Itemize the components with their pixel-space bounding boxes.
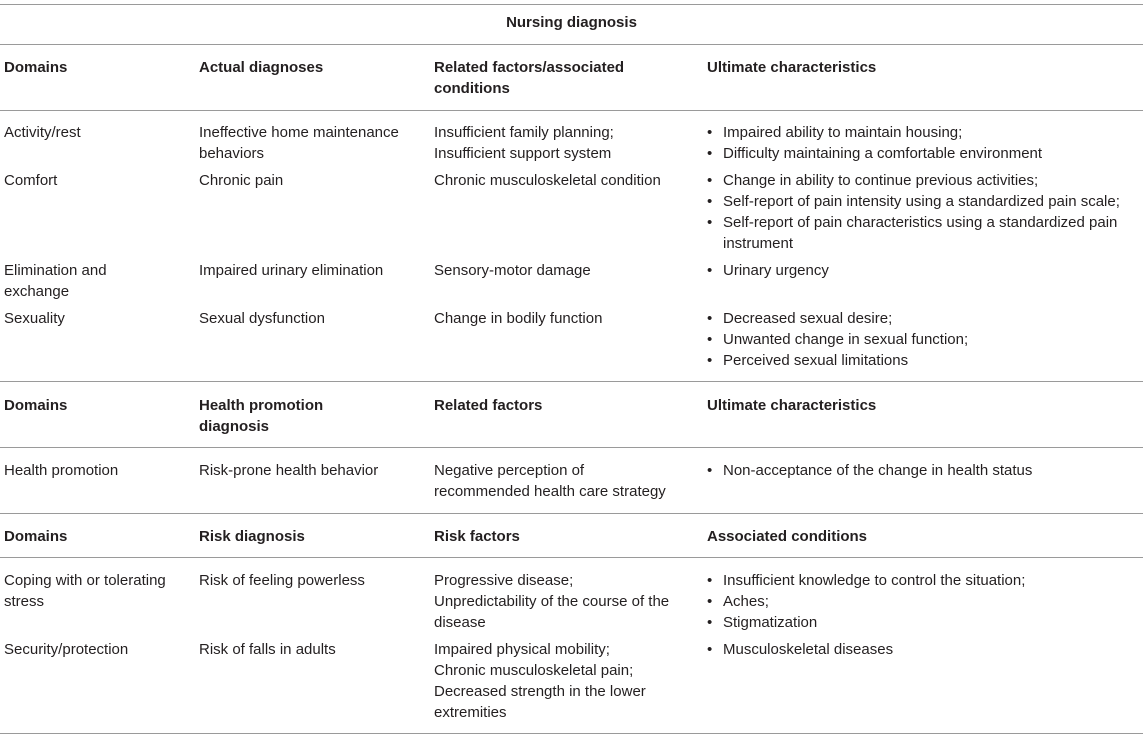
domain-cell: Security/protection bbox=[4, 641, 129, 658]
factors-cell bbox=[434, 460, 679, 502]
table-title: Nursing diagnosis bbox=[506, 14, 637, 31]
domain-cell: Elimination and exchange bbox=[4, 262, 107, 300]
column-header-related-factors: Related factors bbox=[434, 397, 543, 414]
domain-cell: Comfort bbox=[4, 172, 58, 189]
characteristic-item: • Perceived sexual limitations bbox=[707, 350, 1139, 371]
factor-line: Chronic musculoskeletal pain; bbox=[434, 662, 634, 679]
factor-line: Chronic musculoskeletal condition bbox=[434, 172, 661, 189]
characteristic-item: • Change in ability to continue previous activities; bbox=[707, 170, 1139, 191]
diagnosis-cell: Chronic pain bbox=[199, 172, 284, 189]
factor-line: Decreased strength in the lower extremities bbox=[434, 683, 646, 721]
characteristics-list bbox=[707, 122, 1139, 164]
characteristics-list bbox=[707, 570, 1139, 633]
characteristic-item: • Non-acceptance of the change in health status bbox=[707, 460, 1139, 481]
characteristics-list bbox=[707, 260, 1139, 281]
column-header-ultimate-characteristics: Ultimate characteristics bbox=[707, 59, 877, 76]
table-bottom-rule bbox=[0, 733, 1143, 734]
characteristic-item: • Insufficient knowledge to control the situation; bbox=[707, 570, 1139, 591]
column-header-ultimate-characteristics: Ultimate characteristics bbox=[707, 397, 877, 414]
column-header-associated-conditions: Associated conditions bbox=[707, 528, 868, 545]
factor-line: Insufficient family planning; bbox=[434, 124, 614, 141]
column-header-risk-factors: Risk factors bbox=[434, 528, 520, 545]
column-header-health-promotion-diagnosis: Health promotion diagnosis bbox=[199, 397, 324, 435]
domain-cell: Sexuality bbox=[4, 310, 65, 327]
characteristic-item: • Difficulty maintaining a comfortable environment bbox=[707, 143, 1139, 164]
diagnosis-cell: Risk of falls in adults bbox=[199, 641, 336, 658]
factors-cell bbox=[434, 639, 659, 723]
column-header-actual-diagnoses: Actual diagnoses bbox=[199, 59, 324, 76]
factors-cell bbox=[434, 170, 692, 191]
characteristics-list bbox=[707, 308, 1139, 371]
column-header-risk-diagnosis: Risk diagnosis bbox=[199, 528, 305, 545]
characteristic-item: • Musculoskeletal diseases bbox=[707, 639, 1139, 660]
diagnosis-cell: Risk-prone health behavior bbox=[199, 462, 379, 479]
factors-cell bbox=[434, 570, 684, 633]
characteristic-item: • Aches; bbox=[707, 591, 1139, 612]
characteristic-item: • Self-report of pain characteristics using a standardized pain instrument bbox=[707, 212, 1139, 254]
characteristic-item: • Unwanted change in sexual function; bbox=[707, 329, 1139, 350]
diagnosis-cell: Risk of feeling powerless bbox=[199, 572, 365, 589]
factor-line: Negative perception of recommended health care strategy bbox=[434, 462, 666, 500]
characteristic-item: • Urinary urgency bbox=[707, 260, 1139, 281]
section-header-rule bbox=[0, 447, 1143, 448]
factor-line: Unpredictability of the course of the disease bbox=[434, 593, 670, 631]
characteristics-list bbox=[707, 639, 1139, 660]
factor-line: Insufficient support system bbox=[434, 145, 612, 162]
column-header-domains: Domains bbox=[4, 397, 68, 414]
column-header-domains: Domains bbox=[4, 59, 68, 76]
factor-line: Impaired physical mobility; bbox=[434, 641, 610, 658]
factor-line: Sensory-motor damage bbox=[434, 262, 591, 279]
factors-cell bbox=[434, 122, 692, 164]
title-rule bbox=[0, 44, 1143, 45]
factor-line: Change in bodily function bbox=[434, 310, 603, 327]
diagnosis-cell: Ineffective home maintenance behaviors bbox=[199, 124, 399, 162]
diagnosis-cell: Impaired urinary elimination bbox=[199, 262, 384, 279]
factors-cell bbox=[434, 260, 692, 281]
section-divider bbox=[0, 513, 1143, 514]
factors-cell bbox=[434, 308, 692, 329]
section-header-rule bbox=[0, 110, 1143, 111]
column-header-related-factors: Related factors/associated conditions bbox=[434, 59, 625, 97]
domain-cell: Health promotion bbox=[4, 462, 119, 479]
section-divider bbox=[0, 381, 1143, 382]
characteristic-item: • Stigmatization bbox=[707, 612, 1139, 633]
diagnosis-cell: Sexual dysfunction bbox=[199, 310, 325, 327]
factor-line: Progressive disease; bbox=[434, 572, 574, 589]
characteristic-item: • Self-report of pain intensity using a standardized pain scale; bbox=[707, 191, 1139, 212]
characteristics-list bbox=[707, 170, 1139, 254]
characteristics-list bbox=[707, 460, 1139, 481]
section-header-rule bbox=[0, 557, 1143, 558]
characteristic-item: • Impaired ability to maintain housing; bbox=[707, 122, 1139, 143]
column-header-domains: Domains bbox=[4, 528, 68, 545]
domain-cell: Activity/rest bbox=[4, 124, 81, 141]
table-top-rule bbox=[0, 4, 1143, 5]
domain-cell: Coping with or tolerating stress bbox=[4, 572, 166, 610]
characteristic-item: • Decreased sexual desire; bbox=[707, 308, 1139, 329]
